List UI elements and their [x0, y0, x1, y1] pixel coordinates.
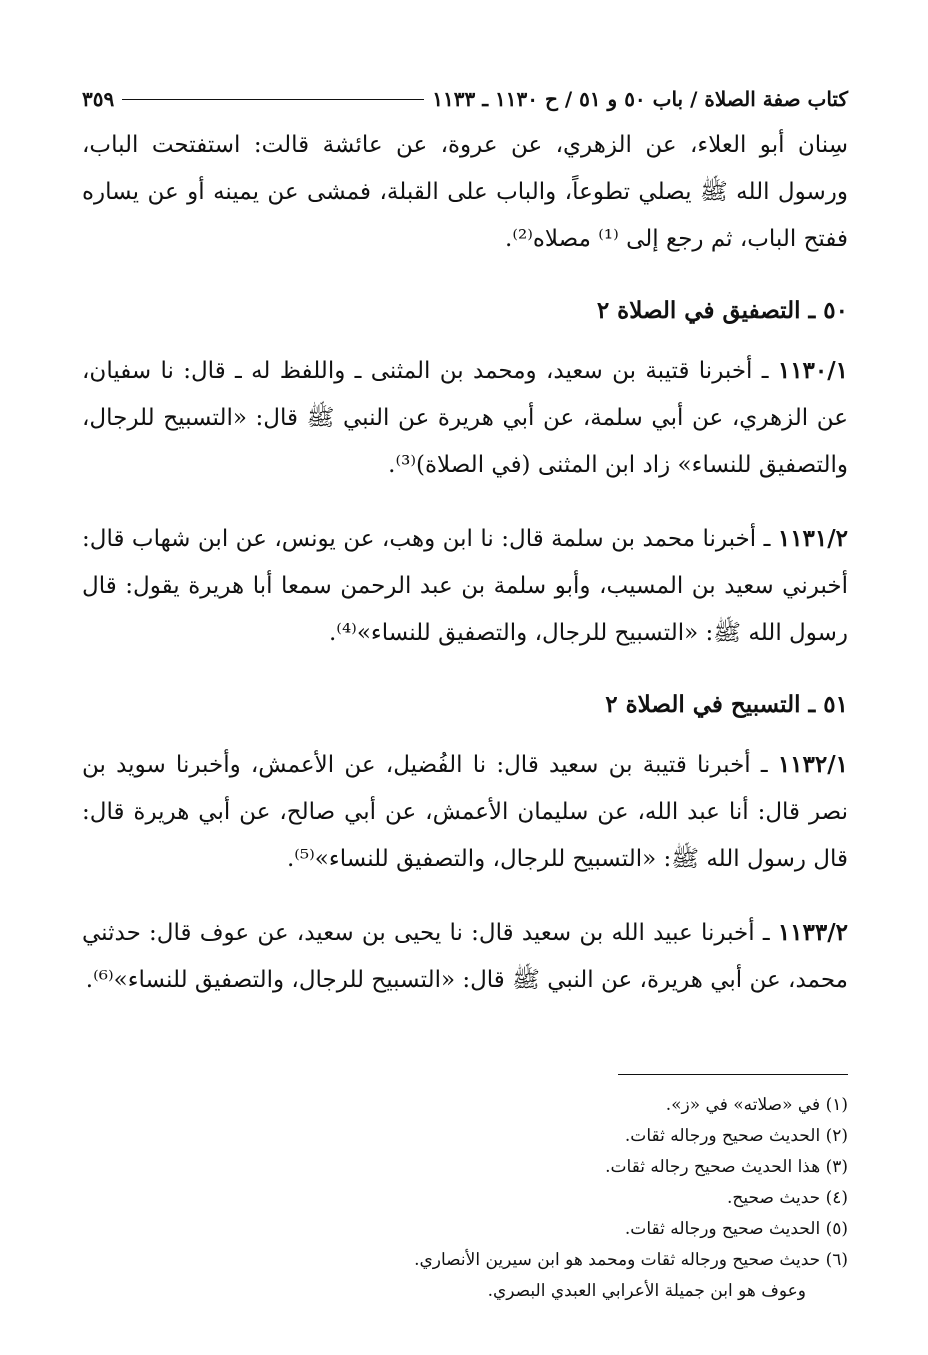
hadith-number: ١١٣٣/٢	[777, 919, 848, 946]
body-text	[82, 122, 848, 1004]
section-heading-51: ٥١ ـ التسبيح في الصلاة ٢	[605, 691, 848, 718]
running-header	[82, 84, 848, 114]
footnote-1: (١) في «صلاته» في «ز».	[665, 1095, 848, 1115]
footnote-4: (٤) حديث صحيح.	[727, 1188, 848, 1208]
hadith-1132	[82, 741, 848, 883]
hadith-number: ١١٣١/٢	[777, 525, 849, 552]
hadith-number: ١١٣٠/١	[777, 357, 849, 384]
hadith-text: ـ أخبرنا قتيبة بن سعيد قال: نا الفُضيل، عن الأعمش، وأخبرنا سويد بن نصر قال: أنا عبد الله، عن سليمان الأعمش، عن أبي صالح، عن أبي هريرة قال: قال رسول الله ﷺ: «التسبيح للرجال، والتصفيق للنساء»⁽⁵⁾.	[82, 752, 848, 872]
hadith-text: ـ أخبرنا قتيبة بن سعيد، ومحمد بن المثنى ـ واللفظ له ـ قال: نا سفيان، عن الزهري، عن أبي سلمة، عن أبي هريرة عن النبي ﷺ قال: «التسبيح للرجال، والتصفيق للنساء» زاد ابن المثنى (في الصلاة)⁽³⁾.	[82, 358, 848, 478]
footnote-rule	[618, 1074, 848, 1075]
header-title: كتاب صفة الصلاة / باب ٥٠ و ٥١ / ح ١١٣٠ ـ ١١٣٣	[432, 87, 848, 111]
page	[82, 70, 848, 1330]
hadith-text: ـ أخبرنا محمد بن سلمة قال: نا ابن وهب، عن يونس، عن ابن شهاب قال: أخبرني سعيد بن المسيب، وأبو سلمة بن عبد الرحمن سمعا أبا هريرة يقول: قال رسول الله ﷺ: «التسبيح للرجال، والتصفيق للنساء»⁽⁴⁾.	[82, 526, 848, 646]
footnote-2: (٢) الحديث صحيح ورجاله ثقات.	[624, 1126, 848, 1146]
hadith-number: ١١٣٢/١	[777, 751, 848, 778]
page-number: ٣٥٩	[82, 87, 115, 111]
hadith-1133	[82, 909, 848, 1004]
section-heading-50: ٥٠ ـ التصفيق في الصلاة ٢	[596, 297, 848, 324]
hadith-text: ـ أخبرنا عبيد الله بن سعيد قال: نا يحيى بن سعيد، عن عوف قال: حدثني محمد، عن أبي هريرة، عن النبي ﷺ قال: «التسبيح للرجال، والتصفيق للنساء»⁽⁶⁾.	[82, 920, 848, 993]
footnote-6: (٦) حديث صحيح ورجاله ثقات ومحمد هو ابن سيرين الأنصاري.	[414, 1250, 848, 1270]
footnote-5: (٥) الحديث صحيح ورجاله ثقات.	[624, 1219, 848, 1239]
footnote-6-continuation: وعوف هو ابن جميلة الأعرابي العبدي البصري.	[487, 1281, 806, 1301]
header-rule	[122, 99, 424, 100]
footnotes	[82, 1090, 848, 1307]
footnote-3: (٣) هذا الحديث صحيح رجاله ثقات.	[605, 1157, 848, 1177]
hadith-1130	[82, 347, 848, 489]
hadith-1131	[82, 515, 848, 657]
intro-paragraph: سِنان أبو العلاء، عن الزهري، عن عروة، عن عائشة قالت: استفتحت الباب، ورسول الله ﷺ يصلي تطوعاً، والباب على القبلة، فمشى عن يمينه أو عن يساره ففتح الباب، ثم رجع إلى ⁽¹⁾ مصلاه⁽²⁾.	[82, 132, 848, 252]
